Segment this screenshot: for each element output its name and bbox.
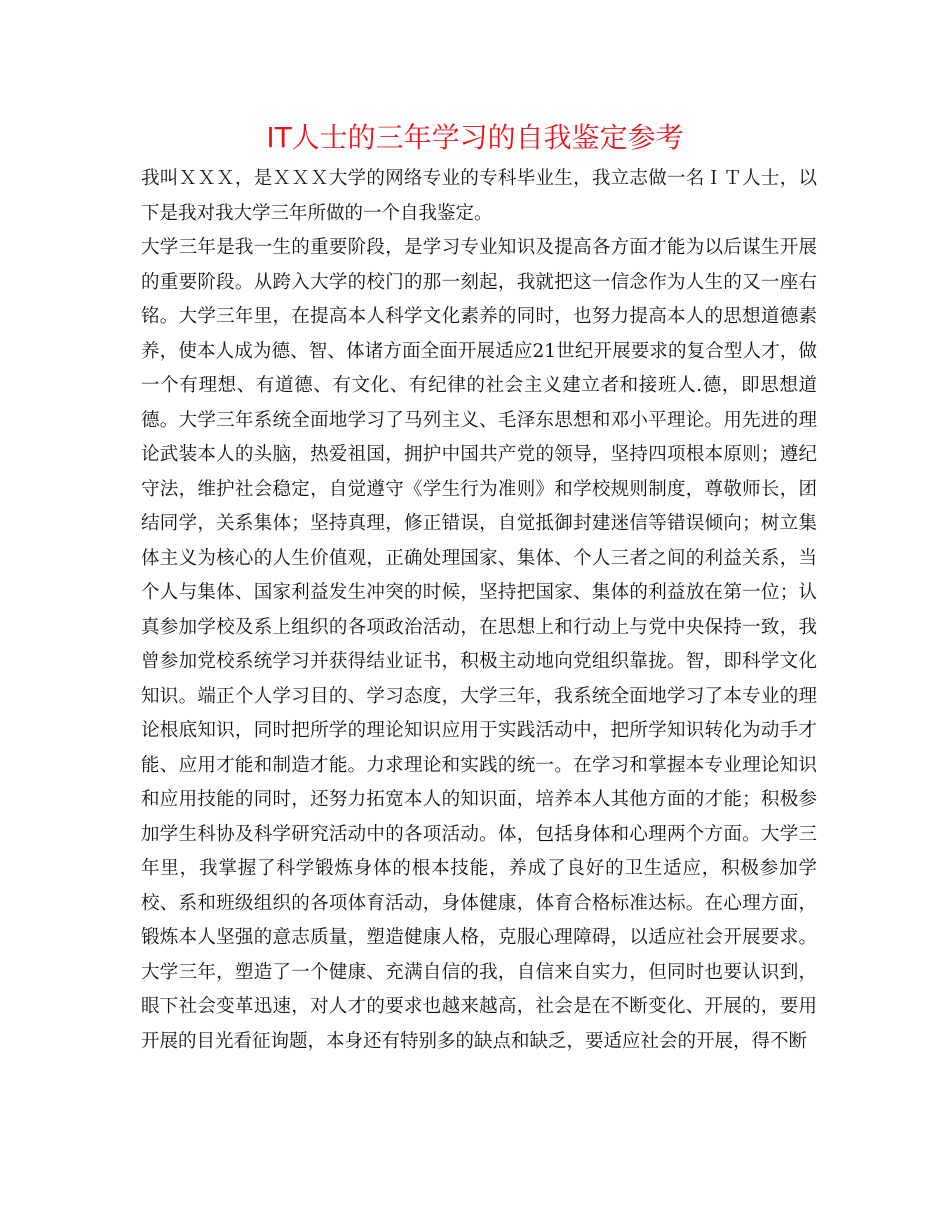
paragraph-main: 大学三年是我一生的重要阶段，是学习专业知识及提高各方面才能为以后谋生开展的重要阶段。从跨入大学的校门的那一刻起，我就把这一信念作为人生的又一座右铭。大学三年里，在提高本人科学文化素养的同时，也努力提高本人的思想道德素养，使本人成为德、智、体诸方面全面开展适应21世纪开展要求的复合型人才，做一个有理想、有道德、有文化、有纪律的社会主义建立者和接班人.德，即思想道德。大学三年系统全面地学习了马列主义、毛泽东思想和邓小平理论。用先进的理论武装本人的头脑，热爱祖国，拥护中国共产党的领导，坚持四项根本原则；遵纪守法，维护社会稳定，自觉遵守《学生行为准则》和学校规则制度，尊敬师长，团结同学，关系集体；坚持真理，修正错误，自觉抵御封建迷信等错误倾向；树立集体主义为核心的人生价值观，正确处理国家、集体、个人三者之间的利益关系，当个人与集体、国家利益发生冲突的时候，坚持把国家、集体的利益放在第一位；认真参加学校及系上组织的各项政治活动，在思想上和行动上与党中央保持一致，我曾参加党校系统学习并获得结业证书，积极主动地向党组织靠拢。智，即科学文化知识。端正个人学习目的、学习态度，大学三年，我系统全面地学习了本专业的理论根底知识，同时把所学的理论知识应用于实践活动中，把所学知识转化为动手才能、应用才能和制造才能。力求理论和实践的统一。在学习和掌握本专业理论知识和应用技能的同时，还努力拓宽本人的知识面，培养本人其他方面的才能；积极参加学生科协及科学研究活动中的各项活动。体，包括身体和心理两个方面。大学三年里，我掌握了科学锻炼身体的根本技能，养成了良好的卫生适应，积极参加学校、系和班级组织的各项体育活动，身体健康，体育合格标准达标。在心理方面，锻炼本人坚强的意志质量，塑造健康人格，克服心理障碍，以适应社会开展要求。大学三年，塑造了一个健康、充满自信的我，自信来自实力，但同时也要认识到，眼下社会变革迅速，对人才的要求也越来越高，社会是在不断变化、开展的，要用开展的目光看征询题，本身还有特别多的缺点和缺乏，要适应社会的开展，得不断 xyxy=(141,237,817,1052)
paragraph-intro: 我叫ＸＸＸ，是ＸＸＸ大学的网络专业的专科毕业生，我立志做一名ＩＴ人士，以下是我对我大学三年所做的一个自我鉴定。 xyxy=(141,168,817,224)
document-title: IT人士的三年学习的自我鉴定参考 xyxy=(266,121,684,154)
document-body xyxy=(141,162,817,1059)
